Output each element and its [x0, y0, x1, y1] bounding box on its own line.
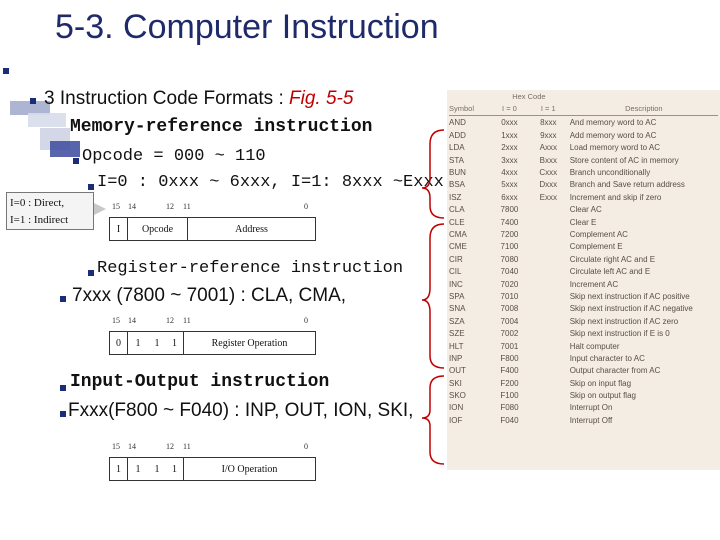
callout-line: I=1 : Indirect — [10, 214, 69, 226]
io-heading: Input-Output instruction — [70, 372, 330, 392]
format-bit-field: 0 — [110, 332, 128, 354]
table-row — [447, 290, 720, 302]
instruction-description: Input character to AC — [569, 353, 645, 363]
hex-code-i0: 0xxx — [501, 118, 518, 128]
instruction-symbol: AND — [449, 118, 466, 128]
instruction-description: Skip next instruction if AC zero — [569, 316, 679, 326]
io-operation-field: I/O Operation — [221, 463, 278, 475]
table-row — [447, 241, 720, 253]
table-header: I = 0 — [502, 104, 517, 114]
section-title: Instruction Code Formats : — [59, 88, 290, 109]
hex-code-i1: Exxx — [539, 192, 557, 202]
format-bit-field: 1 — [135, 337, 141, 349]
hex-code-i1 — [529, 241, 568, 253]
bit-position-label: 14 — [128, 316, 136, 325]
format-bit-field: 1 — [166, 458, 184, 480]
table-header-hex: Hex Code — [512, 91, 546, 101]
bullet — [60, 296, 66, 302]
register-operation-field: Register Operation — [211, 337, 288, 349]
hex-code-i0: 7200 — [500, 229, 519, 239]
instruction-description: Circulate left AC and E — [569, 267, 651, 277]
bit-position-label: 12 — [166, 316, 174, 325]
table-row — [447, 228, 720, 240]
bit-position-label: 15 — [112, 202, 120, 211]
hex-code-i0: 7004 — [500, 316, 519, 326]
hex-code-i0: 7010 — [500, 291, 519, 301]
table-header: Symbol — [449, 104, 475, 114]
hex-code-i0: F200 — [500, 378, 519, 388]
instruction-description: Skip on output flag — [569, 391, 636, 401]
table-row — [447, 179, 720, 191]
table-row — [447, 265, 720, 277]
format-bit-field: 1 — [110, 458, 128, 480]
instruction-table — [447, 90, 720, 470]
bit-position-label: 11 — [183, 442, 191, 451]
instruction-symbol: INC — [449, 279, 463, 289]
hex-code-i0: 7100 — [500, 242, 519, 252]
bit-position-label: 11 — [183, 202, 191, 211]
instruction-symbol: ION — [449, 403, 464, 413]
instruction-symbol: ISZ — [449, 192, 462, 202]
bit-position-label: 0 — [304, 442, 308, 451]
brace-register — [422, 224, 444, 368]
hex-code-i1 — [529, 365, 568, 377]
hex-code-i0: 1xxx — [501, 130, 518, 140]
instruction-description: Skip next instruction if E is 0 — [569, 329, 670, 339]
bullet — [30, 98, 36, 104]
table-row — [447, 117, 720, 129]
hex-code-i0: 7008 — [500, 304, 519, 314]
table-row — [447, 253, 720, 265]
table-row — [447, 389, 720, 401]
hex-code-i1 — [529, 340, 568, 352]
hex-code-i1 — [529, 377, 568, 389]
hex-code-i1 — [529, 352, 568, 364]
instruction-symbol: SKI — [449, 378, 462, 388]
table-row — [447, 303, 720, 315]
io-range-line: Fxxx(F800 ~ F040) : INP, OUT, ION, SKI, — [68, 400, 414, 421]
table-row — [447, 414, 720, 426]
address-field: Address — [235, 223, 268, 235]
hex-code-i0: 7002 — [500, 329, 519, 339]
hex-code-i0: 7400 — [500, 217, 519, 227]
instruction-description: Skip on input flag — [569, 378, 632, 388]
instruction-description: Circulate right AC and E — [569, 254, 656, 264]
instruction-description: Output character from AC — [569, 366, 661, 376]
hex-code-i0: 6xxx — [501, 192, 518, 202]
table-row — [447, 278, 720, 290]
table-row — [447, 166, 720, 178]
hex-code-i0: F040 — [500, 415, 519, 425]
table-row — [447, 402, 720, 414]
instruction-description: Add memory word to AC — [569, 130, 657, 140]
format-bit-field: 1 — [154, 463, 160, 475]
bullet — [3, 68, 9, 74]
brace-io — [422, 376, 444, 464]
register-reference-format — [109, 331, 316, 355]
instruction-symbol: CMA — [449, 229, 467, 239]
bullet — [88, 270, 94, 276]
hex-code-i0: F080 — [500, 403, 519, 413]
bullet — [73, 158, 79, 164]
group-braces — [420, 88, 450, 473]
memory-reference-heading: Memory-reference instruction — [70, 117, 373, 137]
hex-code-i0: 7800 — [500, 205, 519, 215]
callout-arrow — [94, 203, 106, 215]
instruction-symbol: CLA — [449, 205, 465, 215]
instruction-description: Skip next instruction if AC negative — [569, 304, 693, 314]
bit-position-label: 11 — [183, 316, 191, 325]
indirect-bit-field: I — [110, 218, 128, 240]
instruction-description: Skip next instruction if AC positive — [569, 291, 690, 301]
hex-code-i0: 2xxx — [501, 143, 518, 153]
instruction-symbol: BSA — [449, 180, 466, 190]
hex-code-i1 — [529, 389, 568, 401]
instruction-description: Complement E — [569, 242, 623, 252]
table-header: I = 1 — [540, 104, 556, 114]
hex-code-i0: 7020 — [500, 279, 519, 289]
hex-code-i1: 8xxx — [540, 118, 557, 128]
register-range-line: 7xxx (7800 ~ 7001) : CLA, CMA, — [72, 285, 347, 306]
section-heading — [44, 88, 353, 110]
hex-code-i0: 4xxx — [501, 168, 518, 178]
hex-code-i1 — [529, 315, 568, 327]
instruction-description: Clear AC — [569, 205, 602, 215]
table-row — [447, 365, 720, 377]
brace-memory — [422, 130, 444, 218]
table-row — [447, 327, 720, 339]
instruction-description: Halt computer — [569, 341, 620, 351]
hex-code-i1: Bxxx — [539, 155, 557, 165]
instruction-symbol: ADD — [449, 130, 466, 140]
hex-code-i0: F400 — [500, 366, 519, 376]
decorative-block — [50, 141, 80, 157]
table-row — [447, 204, 720, 216]
hex-code-i1: Cxxx — [539, 168, 558, 178]
instruction-symbol: LDA — [449, 143, 465, 153]
hex-code-i0: F800 — [500, 353, 519, 363]
opcode-line: Opcode = 000 ~ 110 — [82, 147, 266, 166]
hex-code-i1 — [529, 402, 568, 414]
table-row — [447, 377, 720, 389]
table-row — [447, 191, 720, 203]
table-header: Description — [625, 104, 663, 114]
instruction-symbol: SNA — [449, 304, 466, 314]
instruction-description: And memory word to AC — [569, 118, 657, 128]
table-row — [447, 154, 720, 166]
hex-code-i0: 7001 — [500, 341, 519, 351]
indirect-bit-line: I=0 : 0xxx ~ 6xxx, I=1: 8xxx ~Exxx — [97, 173, 444, 192]
hex-code-i1 — [529, 228, 568, 240]
table-row — [447, 129, 720, 141]
instruction-symbol: BUN — [449, 168, 466, 178]
table-row — [447, 352, 720, 364]
instruction-symbol: HLT — [449, 341, 464, 351]
hex-code-i0: 7080 — [500, 254, 519, 264]
instruction-description: Clear E — [569, 217, 597, 227]
decorative-block — [28, 113, 66, 127]
bit-position-label: 12 — [166, 202, 174, 211]
bit-position-label: 14 — [128, 442, 136, 451]
bullet — [60, 411, 66, 417]
instruction-description: Load memory word to AC — [569, 143, 660, 153]
hex-code-i1 — [529, 253, 568, 265]
callout-line: I=0 : Direct, — [10, 197, 65, 209]
instruction-symbol: SPA — [449, 291, 465, 301]
hex-code-i1 — [529, 290, 568, 302]
instruction-symbol: OUT — [449, 366, 466, 376]
hex-code-i0: F100 — [500, 391, 519, 401]
hex-code-i1: Dxxx — [539, 180, 558, 190]
hex-code-i0: 5xxx — [501, 180, 518, 190]
section-number: 3 — [44, 88, 55, 109]
format-bit-field: 1 — [154, 337, 160, 349]
hex-code-i0: 3xxx — [501, 155, 518, 165]
table-row — [447, 216, 720, 228]
hex-code-i1 — [529, 327, 568, 339]
bullet — [60, 385, 66, 391]
memory-reference-format — [109, 217, 316, 241]
instruction-description: Interrupt Off — [569, 415, 613, 425]
instruction-description: Branch unconditionally — [569, 168, 651, 178]
io-format — [109, 457, 316, 481]
instruction-symbol: IOF — [449, 415, 463, 425]
hex-code-i1 — [529, 414, 568, 426]
figure-reference: Fig. 5-5 — [289, 88, 354, 109]
instruction-symbol: CIL — [449, 267, 462, 277]
bullet — [88, 184, 94, 190]
instruction-description: Increment AC — [569, 279, 619, 289]
instruction-description: Interrupt On — [569, 403, 613, 413]
instruction-symbol: CIR — [449, 254, 463, 264]
instruction-description: Complement AC — [569, 229, 628, 239]
hex-code-i1 — [529, 216, 568, 228]
instruction-symbol: CME — [449, 242, 467, 252]
hex-code-i1 — [529, 278, 568, 290]
hex-code-i1 — [529, 204, 568, 216]
instruction-symbol: SZA — [449, 316, 465, 326]
hex-code-i1 — [529, 303, 568, 315]
instruction-symbol: SZE — [449, 329, 465, 339]
bit-position-label: 0 — [304, 316, 308, 325]
instruction-description: Branch and Save return address — [569, 180, 685, 190]
bit-position-label: 0 — [304, 202, 308, 211]
hex-code-i1: Axxx — [539, 143, 557, 153]
bit-position-label: 14 — [128, 202, 136, 211]
table-row — [447, 315, 720, 327]
bit-position-label: 12 — [166, 442, 174, 451]
hex-code-i1 — [529, 265, 568, 277]
format-bit-field: 1 — [135, 463, 141, 475]
opcode-field: Opcode — [128, 218, 188, 240]
bit-position-label: 15 — [112, 442, 120, 451]
page-title: 5-3. Computer Instruction — [55, 8, 439, 46]
table-header-row — [447, 102, 720, 114]
direct-indirect-callout — [6, 192, 94, 230]
instruction-symbol: CLE — [449, 217, 465, 227]
instruction-symbol: SKO — [449, 391, 466, 401]
instruction-symbol: STA — [449, 155, 464, 165]
table-row — [447, 142, 720, 154]
hex-code-i1: 9xxx — [540, 130, 557, 140]
hex-code-i0: 7040 — [500, 267, 519, 277]
instruction-description: Store content of AC in memory — [569, 155, 679, 165]
table-row — [447, 340, 720, 352]
instruction-symbol: INP — [449, 353, 463, 363]
instruction-description: Increment and skip if zero — [569, 192, 662, 202]
bit-position-label: 15 — [112, 316, 120, 325]
format-bit-field: 1 — [166, 332, 184, 354]
register-reference-heading: Register-reference instruction — [97, 259, 404, 278]
